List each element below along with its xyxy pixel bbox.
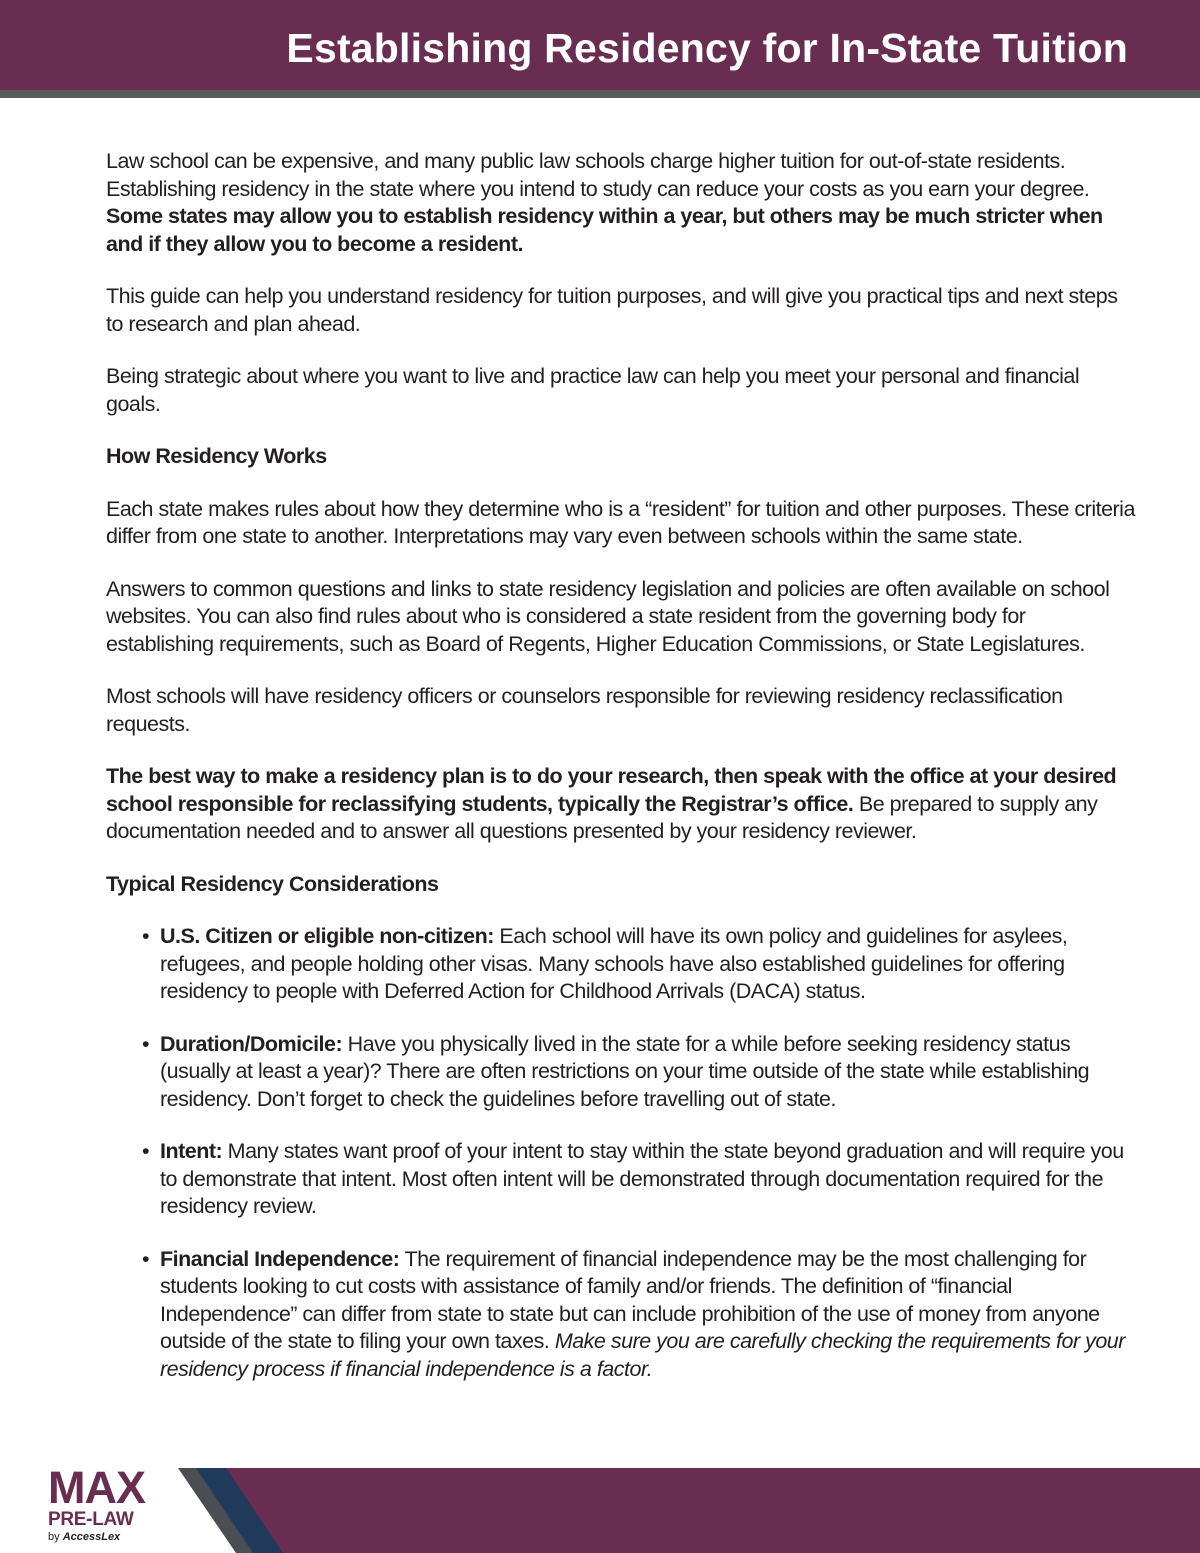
item-text: The requirement of financial independence may be the most challenging for students looking to cut costs with assistance of family and/or friends. The definition of “financial Independence” can differ from state to state but can include prohibition of the use of money from anyone outside of the state to filing your own taxes. <box>160 1246 1100 1353</box>
item-label: Intent: <box>160 1139 223 1163</box>
logo-accesslex: AccessLex <box>62 1531 121 1543</box>
footer-stripes <box>0 1462 1200 1553</box>
page-title: Establishing Residency for In-State Tuition <box>286 25 1128 71</box>
document-body <box>106 148 1136 1408</box>
intro-paragraph-1 <box>106 148 1136 258</box>
section-heading-considerations: Typical Residency Considerations <box>106 871 439 896</box>
intro-bold-text: Some states may allow you to establish residency within a year, but others may be much stricter when and if they allow you to become a resident. <box>106 204 1103 256</box>
residency-bold-text: The best way to make a residency plan is to do your research, then speak with the office at your desired school responsible for reclassifying students, typically the Registrar’s office. <box>106 764 1117 816</box>
list-item <box>160 1246 1136 1384</box>
section-heading-how-residency-works: How Residency Works <box>106 444 327 468</box>
logo-byline <box>48 1530 178 1544</box>
residency-paragraph-2: Answers to common questions and links to state residency legislation and policies are often available on school websites. You can also find rules about who is considered a state resident from the governing body for establishing requirements, such as Board of Regents, Higher Education Commissions, or State Legislatures. <box>106 576 1110 656</box>
intro-paragraph-2: This guide can help you understand residency for tuition purposes, and will give you practical tips and next steps to research and plan ahead. <box>106 284 1118 336</box>
item-text: Each school will have its own policy and guidelines for asylees, refugees, and people holding other visas. Many schools have also established guidelines for offering residency to people with Deferred Action for Childhood Arrivals (DACA) status. <box>160 924 1068 1003</box>
residency-paragraph-1: Each state makes rules about how they determine who is a “resident” for tuition and other purposes. These criteria differ from one state to another. Interpretations may vary even between schools within the same state. <box>106 496 1135 548</box>
intro-text: Law school can be expensive, and many public law schools charge higher tuition for out-of-state residents. Establishing residency in the state where you intend to study can reduce your costs as you earn your degree. <box>106 149 1090 201</box>
intro-paragraph-3: Being strategic about where you want to live and practice law can help you meet your personal and financial goals. <box>106 364 1080 416</box>
item-italic-text: Make sure you are carefully checking the requirements for your residency process if financial independence is a factor. <box>160 1329 1125 1381</box>
residency-text: Be prepared to supply any documentation needed and to answer all questions presented by your residency reviewer. <box>106 791 1098 843</box>
list-item <box>160 1031 1136 1114</box>
residency-paragraph-4 <box>106 763 1136 846</box>
max-prelaw-logo <box>48 1462 178 1550</box>
considerations-list <box>106 923 1136 1383</box>
header-rule <box>0 90 1200 98</box>
logo-by: by <box>48 1531 60 1543</box>
logo-max: MAX <box>48 1462 145 1513</box>
list-item <box>160 923 1136 1006</box>
item-label: U.S. Citizen or eligible non-citizen: <box>160 924 494 948</box>
logo-prelaw: PRE-LAW <box>48 1509 134 1530</box>
item-label: Duration/Domicile: <box>160 1031 343 1056</box>
list-item <box>160 1138 1136 1221</box>
item-text: Many states want proof of your intent to stay within the state beyond graduation and will require you to demonstrate that intent. Most often intent will be demonstrated through documentation required for the residency review. <box>160 1139 1124 1218</box>
item-label: Financial Independence: <box>160 1246 400 1271</box>
residency-paragraph-3: Most schools will have residency officers or counselors responsible for reviewing residency reclassification requests. <box>106 684 1063 736</box>
item-text: Have you physically lived in the state for a while before seeking residency status (usually at least a year)? There are often restrictions on your time outside of the state while establishing residency. Don’t forget to check the guidelines before travelling out of state. <box>160 1031 1090 1111</box>
